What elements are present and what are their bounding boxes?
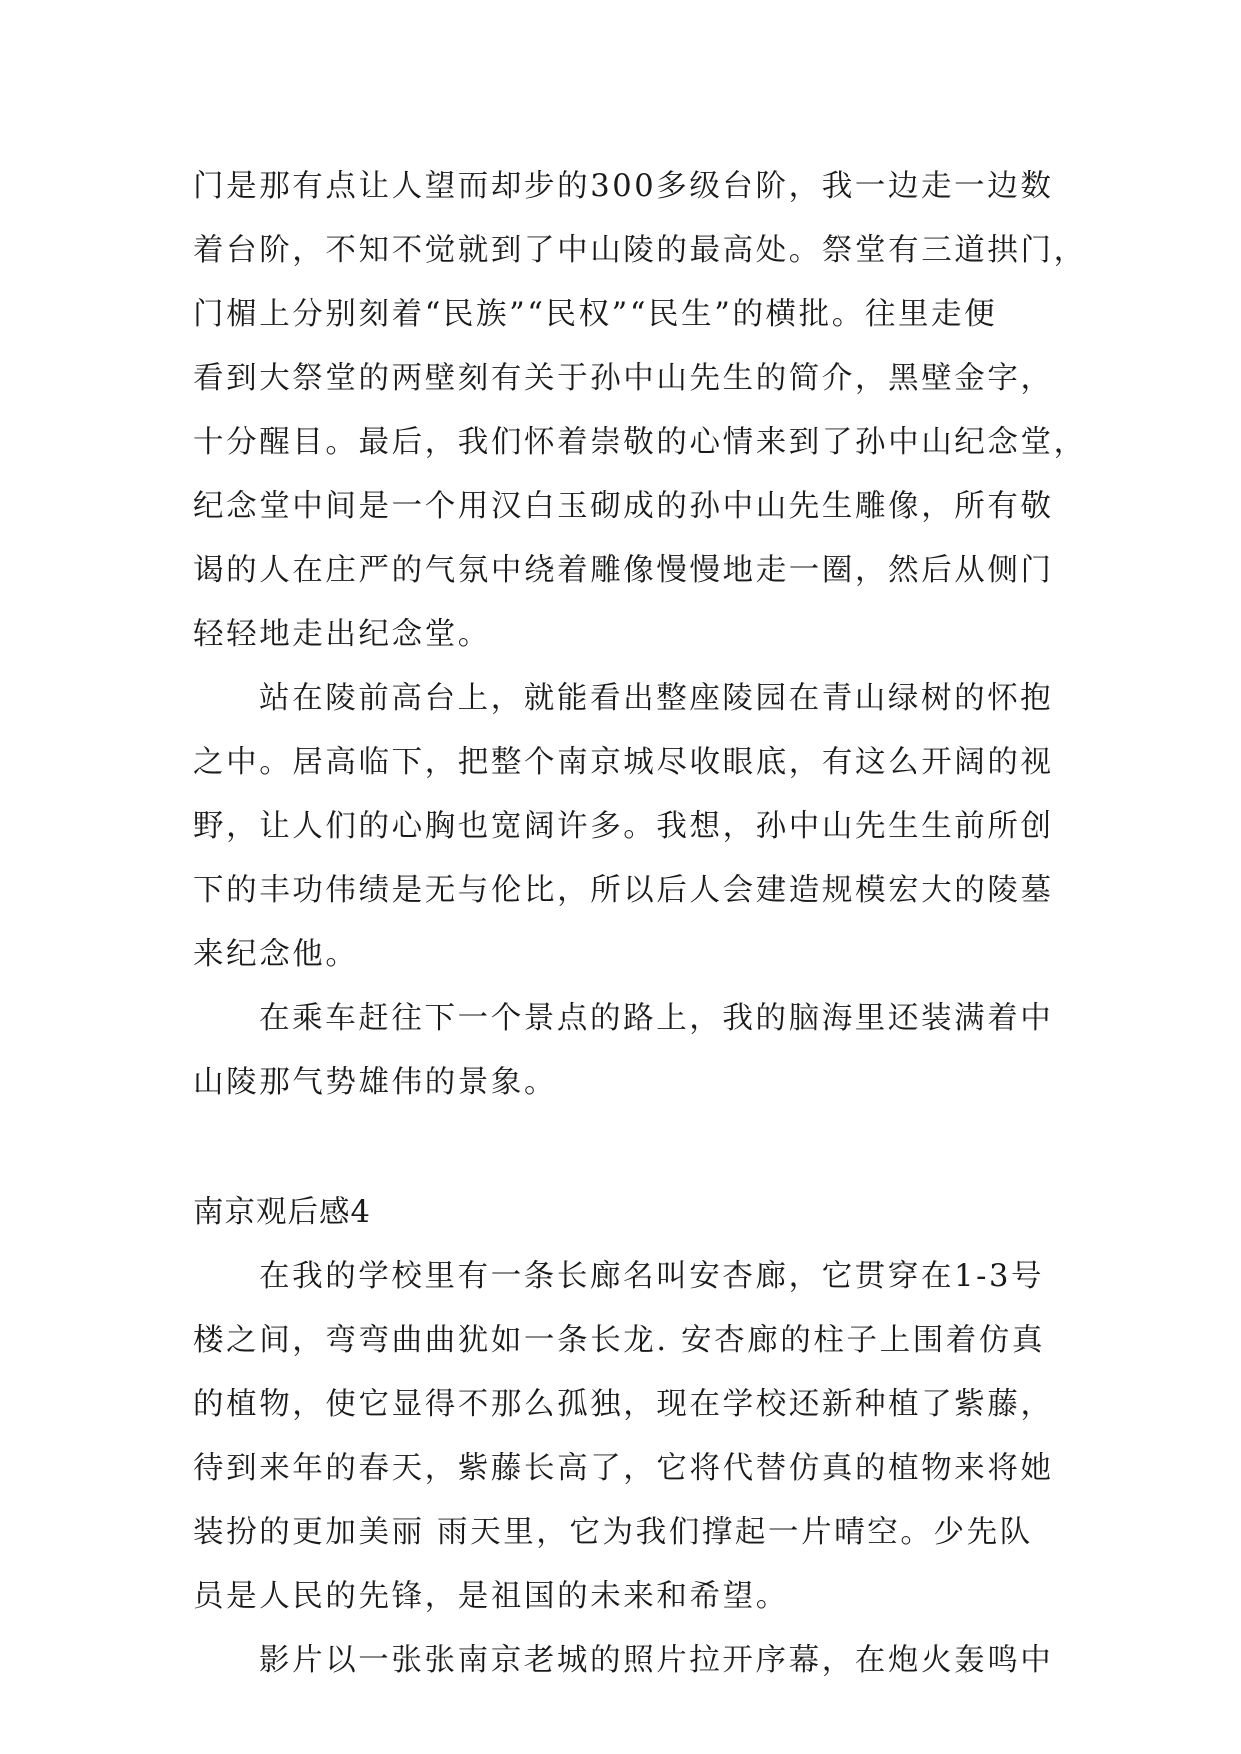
document-body: [193, 155, 1087, 1693]
text-line: 着台阶，不知不觉就到了中山陵的最高处。祭堂有三道拱门，: [193, 233, 1087, 268]
text-line: 来纪念他。: [193, 937, 359, 972]
text-line: 的植物，使它显得不那么孤独，现在学校还新种植了紫藤，: [193, 1387, 1054, 1422]
text-line: 在我的学校里有一条长廊名叫安杏廊，它贯穿在1-3号: [259, 1259, 1045, 1294]
paragraph: [193, 1629, 1053, 1693]
text-line: 影片以一张张南京老城的照片拉开序幕，在炮火轰鸣中: [259, 1643, 1054, 1678]
text-line: 轻轻地走出纪念堂。: [193, 617, 491, 652]
paragraph-continuation: [193, 155, 1087, 667]
text-line: 待到来年的春天，紫藤长高了，它将代替仿真的植物来将她: [193, 1451, 1054, 1486]
text-line: 山陵那气势雄伟的景象。: [193, 1065, 558, 1100]
text-line: 员是人民的先锋，是祖国的未来和希望。: [193, 1579, 789, 1614]
text-line: 看到大祭堂的两壁刻有关于孙中山先生的简介，黑壁金字，: [193, 361, 1054, 396]
text-line: 装扮的更加美丽 雨天里，它为我们撑起一片晴空。少先队: [193, 1515, 1033, 1550]
paragraph: [193, 987, 1053, 1115]
text-line: 在乘车赶往下一个景点的路上，我的脑海里还装满着中: [259, 1001, 1054, 1036]
text-line: 谒的人在庄严的气氛中绕着雕像慢慢地走一圈，然后从侧门: [193, 553, 1054, 588]
section-heading: 南京观后感4: [193, 1195, 371, 1230]
text-line: 门楣上分别刻着“民族”“民权”“民生”的横批。往里走便: [193, 297, 998, 332]
text-line: 下的丰功伟绩是无与伦比，所以后人会建造规模宏大的陵墓: [193, 873, 1054, 908]
paragraph: [193, 667, 1053, 987]
text-line: 门是那有点让人望而却步的300多级台阶，我一边走一边数: [193, 169, 1054, 204]
text-line: 野，让人们的心胸也宽阔许多。我想，孙中山先生生前所创: [193, 809, 1054, 844]
text-line: 纪念堂中间是一个用汉白玉砌成的孙中山先生雕像，所有敬: [193, 489, 1054, 524]
paragraph: [193, 1245, 1053, 1629]
text-line: 之中。居高临下，把整个南京城尽收眼底，有这么开阔的视: [193, 745, 1054, 780]
text-line: 站在陵前高台上，就能看出整座陵园在青山绿树的怀抱: [259, 681, 1054, 716]
text-line: 十分醒目。最后，我们怀着崇敬的心情来到了孙中山纪念堂，: [193, 425, 1087, 460]
text-line: 楼之间，弯弯曲曲犹如一条长龙. 安杏廊的柱子上围着仿真: [193, 1323, 1046, 1358]
section-spacer: [193, 1115, 1053, 1181]
